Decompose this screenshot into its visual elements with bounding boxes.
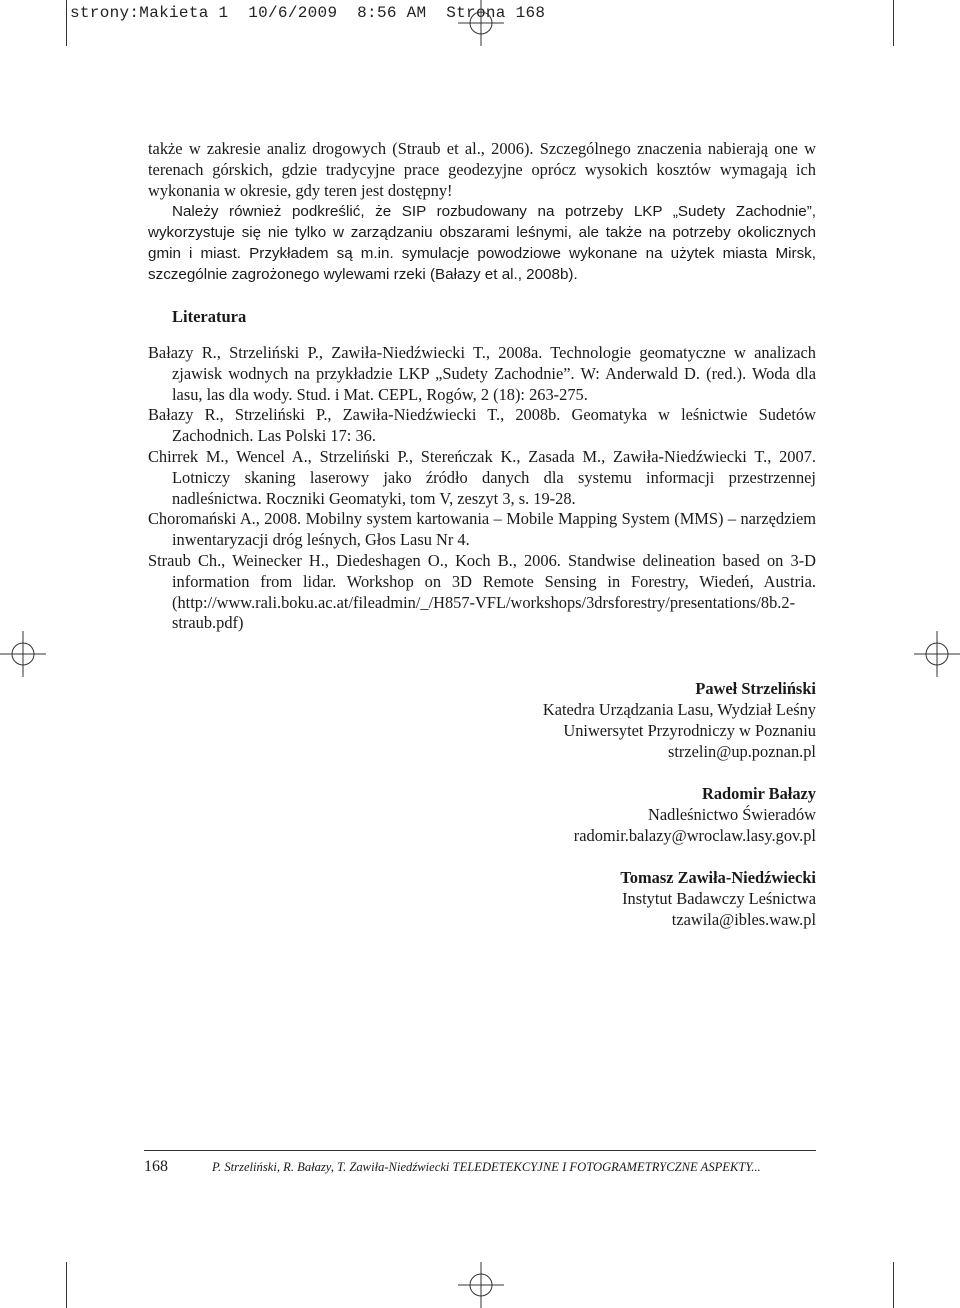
crop-mark-top-right [893, 0, 894, 46]
reference-item: Choromański A., 2008. Mobilny system kartowania – Mobile Mapping System (MMS) – narzędziem inwentaryzacji dróg leśnych, Głos Lasu Nr 4. [148, 509, 816, 550]
registration-mark-right-icon [914, 631, 960, 677]
affiliation-line: Nadleśnictwo Świeradów [648, 805, 816, 824]
affiliation-line: Instytut Badawczy Leśnictwa [622, 889, 816, 908]
body-paragraph-2: Należy również podkreślić, że SIP rozbudowany na potrzeby LKP „Sudety Zachodnie”, wykorzystuje się nie tylko w zarządzaniu obszarami leśnymi, ale także na potrzeby okolicznych gmin i miast. Przykładem są m.in. symulacje powodziowe wykonane na użytek miasta Mirsk, szczególnie zagrożonego wylewami rzeki (Bałazy et al., 2008b). [148, 203, 816, 283]
affiliation-line: Uniwersytet Przyrodniczy w Poznaniu [563, 721, 816, 740]
reference-item: Bałazy R., Strzeliński P., Zawiła-Niedźwiecki T., 2008b. Geomatyka w leśnictwie Sudetów Zachodnich. Las Polski 17: 36. [148, 405, 816, 446]
affiliation-block [543, 678, 816, 762]
crop-mark-top-left [66, 0, 67, 46]
reference-item: Bałazy R., Strzeliński P., Zawiła-Niedźwiecki T., 2008a. Technologie geomatyczne w analizach zjawisk wodnych na przykładzie LKP „Sudety Zachodnie”. W: Anderwald D. (red.). Woda dla lasu, las dla wody. Stud. i Mat. CEPL, Rogów, 2 (18): 263-275. [148, 343, 816, 404]
registration-mark-top-icon [458, 0, 504, 46]
affiliation-line: Katedra Urządzania Lasu, Wydział Leśny [542, 700, 816, 719]
text-column [148, 138, 816, 634]
author-name: Tomasz Zawiła-Niedźwiecki [620, 868, 816, 887]
author-email: tzawila@ibles.waw.pl [671, 910, 816, 929]
crop-mark-bottom-left [66, 1262, 67, 1308]
author-name: Paweł Strzeliński [695, 679, 816, 698]
author-name: Radomir Bałazy [702, 784, 816, 803]
reference-item: Chirrek M., Wencel A., Strzeliński P., Stereńczak K., Zasada M., Zawiła-Niedźwiecki T., 2007. Lotniczy skaning laserowy jako źródło danych dla systemu informacji przestrzennej nadleśnictwa. Roczniki Geomatyki, tom V, zeszyt 3, s. 19-28. [148, 446, 816, 508]
crop-mark-bottom-right [893, 1262, 894, 1308]
affiliation-block [543, 783, 816, 846]
running-title: P. Strzeliński, R. Bałazy, T. Zawiła-Niedźwiecki TELEDETEKCYJNE I FOTOGRAMETRYCZNE ASPEKTY... [212, 1160, 761, 1174]
body-paragraph-1: także w zakresie analiz drogowych (Straub et al., 2006). Szczególnego znaczenia nabierają one w terenach górskich, gdzie tradycyjne prace geodezyjne oprócz wysokich kosztów wymagają ich wykonania w okresie, gdy teren jest dostępny! [148, 139, 816, 200]
reference-list [148, 343, 816, 634]
author-email: strzelin@up.poznan.pl [667, 742, 816, 761]
page-number: 168 [144, 1158, 168, 1175]
registration-mark-left-icon [0, 631, 46, 677]
print-slug: strony:Makieta 1 10/6/2009 8:56 AM Strona 168 [70, 4, 546, 22]
author-affiliations [543, 678, 816, 951]
author-email: radomir.balazy@wroclaw.lasy.gov.pl [573, 826, 816, 845]
literature-heading: Literatura [172, 307, 247, 326]
footer-rule [144, 1150, 816, 1151]
reference-item: Straub Ch., Weinecker H., Diedeshagen O., Koch B., 2006. Standwise delineation based on 3-D information from lidar. Workshop on 3D Remote Sensing in Forestry, Wiedeń, Austria. (http://www.rali.boku.ac.at/fileadmin/_/H857-VFL/workshops/3drsforestry/presentations/8b.2-straub.pdf) [148, 550, 816, 633]
registration-mark-bottom-icon [458, 1262, 504, 1308]
affiliation-block [543, 867, 816, 930]
